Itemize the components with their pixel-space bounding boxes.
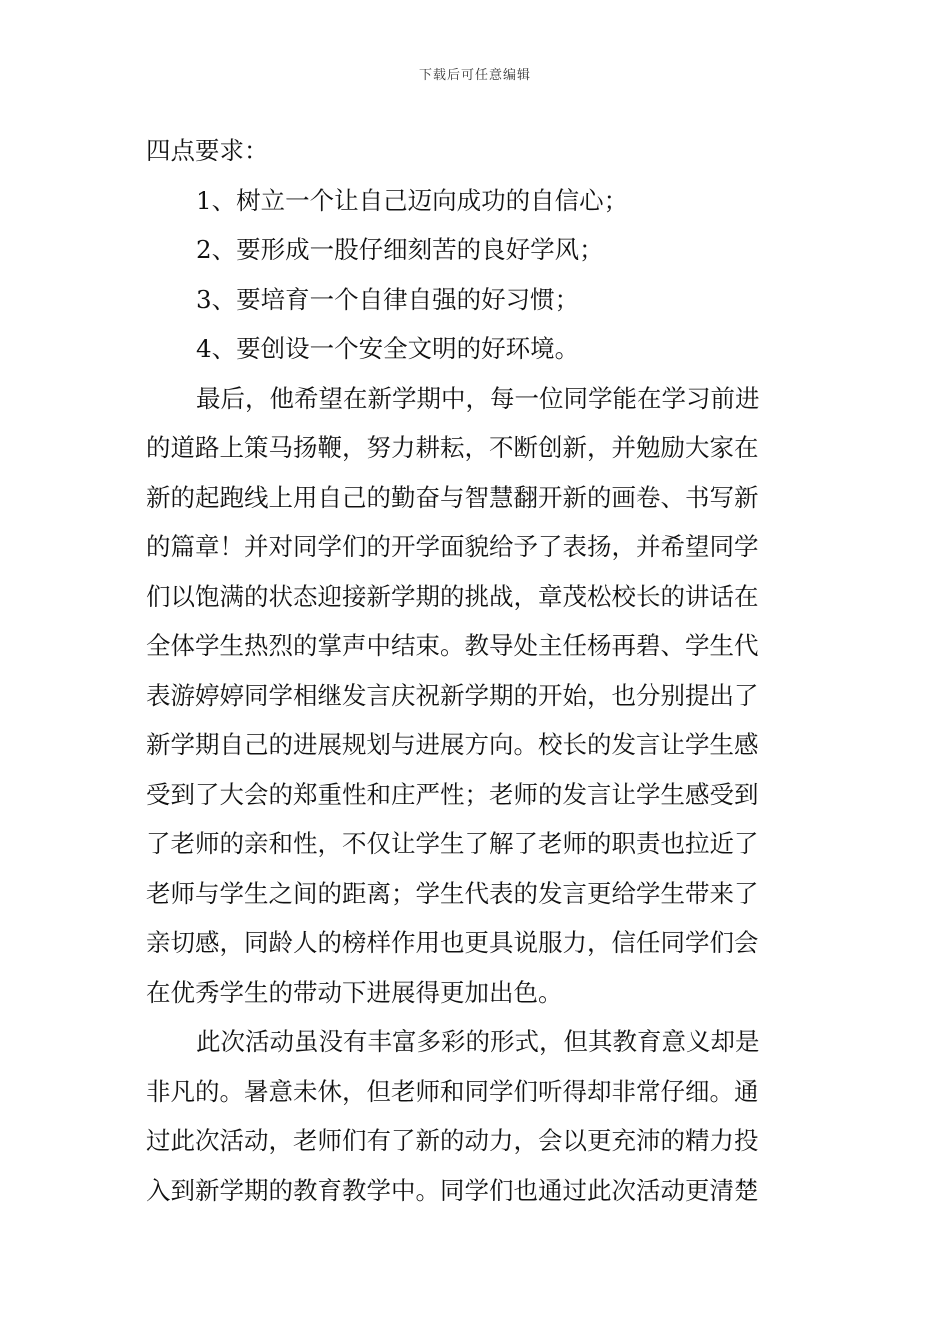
paragraph-line: 最后，他希望在新学期中，每一位同学能在学习前进 (196, 383, 760, 413)
requirement-1: 1、树立一个让自己迈向成功的自信心； (196, 185, 629, 215)
paragraph-line: 表游婷婷同学相继发言庆祝新学期的开始，也分别提出了 (146, 680, 759, 710)
paragraph-line: 亲切感，同龄人的榜样作用也更具说服力，信任同学们会 (146, 928, 759, 957)
paragraph-line: 们以饱满的状态迎接新学期的挑战，章茂松校长的讲话在 (146, 581, 759, 611)
document-body (146, 126, 806, 1215)
paragraph-line: 的篇章！并对同学们的开学面貌给予了表扬，并希望同学 (146, 532, 759, 561)
paragraph-line: 了老师的亲和性，不仅让学生了解了老师的职责也拉近了 (146, 829, 759, 858)
requirement-item (146, 225, 806, 275)
paragraph-activity-summary (146, 1017, 806, 1215)
paragraph-line: 此次活动虽没有丰富多彩的形式，但其教育意义却是 (196, 1027, 760, 1056)
paragraph-line: 过此次活动，老师们有了新的动力，会以更充沛的精力投 (146, 1126, 759, 1155)
paragraph-line: 新学期自己的进展规划与进展方向。校长的发言让学生感 (146, 730, 759, 759)
paragraph-line: 入到新学期的教育教学中。同学们也通过此次活动更清楚 (146, 1175, 759, 1205)
paragraph-line: 非凡的。暑意未休，但老师和同学们听得却非常仔细。通 (146, 1076, 759, 1106)
requirement-item (146, 275, 806, 325)
page-header-note: 下载后可任意编辑 (418, 68, 531, 83)
heading-text: 四点要求： (146, 136, 269, 165)
requirement-item (146, 176, 806, 226)
paragraph-line: 新的起跑线上用自己的勤奋与智慧翻开新的画卷、书写新 (146, 482, 759, 512)
requirement-4: 4、要创设一个安全文明的好环境。 (196, 334, 580, 363)
paragraph-closing-remarks (146, 374, 806, 1018)
requirement-2: 2、要形成一股仔细刻苦的良好学风； (196, 235, 604, 264)
paragraph-line: 的道路上策马扬鞭，努力耕耘，不断创新，并勉励大家在 (146, 433, 759, 462)
paragraph-line: 受到了大会的郑重性和庄严性；老师的发言让学生感受到 (146, 779, 759, 809)
paragraph-line: 在优秀学生的带动下进展得更加出色。 (146, 977, 563, 1007)
requirements-heading (146, 126, 806, 176)
requirement-3: 3、要培育一个自律自强的好习惯； (196, 284, 580, 314)
requirement-item (146, 324, 806, 374)
paragraph-line: 老师与学生之间的距离；学生代表的发言更给学生带来了 (146, 878, 759, 908)
paragraph-line: 全体学生热烈的掌声中结束。教导处主任杨再碧、学生代 (146, 631, 759, 660)
